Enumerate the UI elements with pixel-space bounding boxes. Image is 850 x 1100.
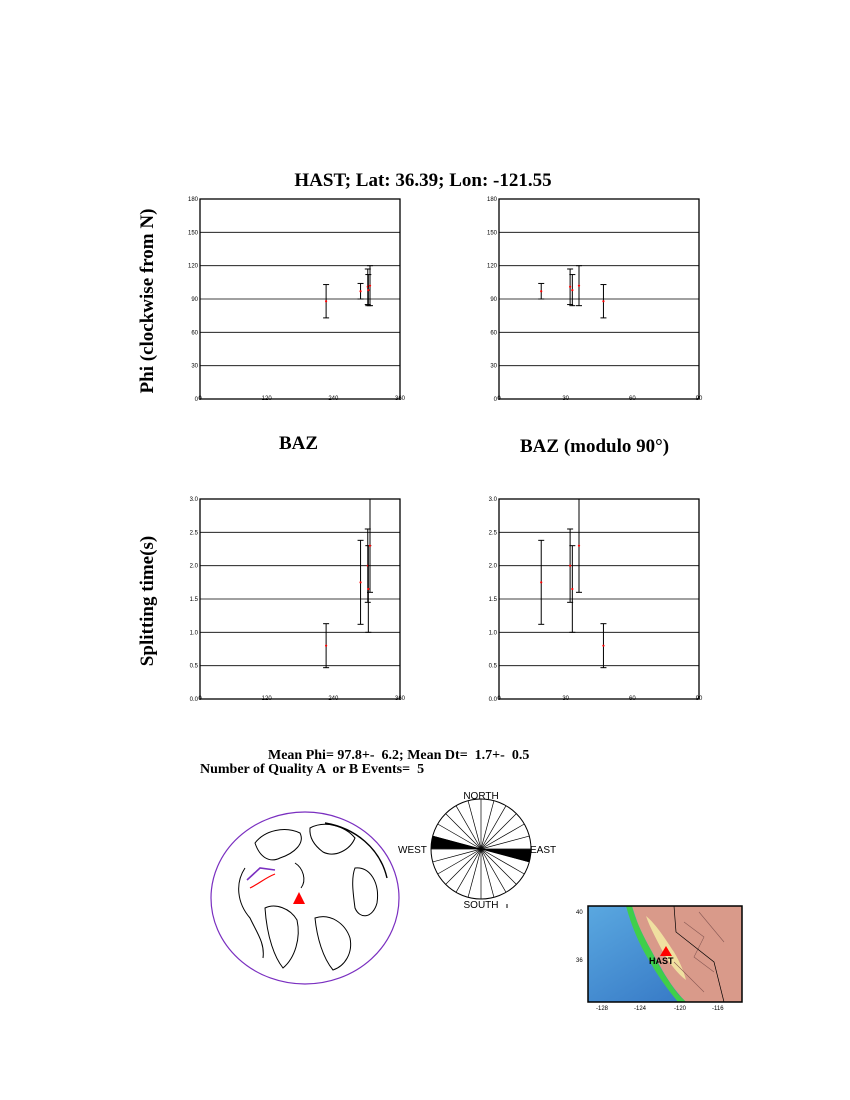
- chart-phi-vs-baz: [188, 197, 406, 403]
- data-point: [600, 285, 606, 318]
- y-tick-label: 150: [187, 230, 198, 237]
- y-tick-label: 0.5: [189, 663, 198, 670]
- y-tick-label: 0.0: [189, 697, 198, 703]
- y-tick-label: 2.0: [488, 563, 497, 570]
- map-lat-tick-40: 40: [576, 910, 583, 916]
- data-point: [600, 624, 606, 668]
- y-tick-label: 1.0: [189, 630, 198, 637]
- rose-east-label: EAST: [530, 845, 557, 856]
- map-lon-tick-120: -120: [674, 1006, 687, 1012]
- x-tick-label: 60: [628, 396, 636, 402]
- rose-spoke: [481, 836, 529, 849]
- baz-mod-axis-label: BAZ (modulo 90°): [520, 436, 670, 457]
- y-tick-label: 60: [191, 330, 198, 337]
- data-point-marker: [369, 285, 371, 287]
- data-point-marker: [602, 645, 604, 647]
- inset-relief-map: [574, 902, 750, 1012]
- y-tick-label: 0: [194, 397, 198, 403]
- world-globe-map: [205, 808, 405, 988]
- y-tick-label: 120: [187, 263, 198, 270]
- rose-spoke: [481, 849, 494, 897]
- x-tick-label: 30: [562, 696, 570, 702]
- rose-diagram: [395, 786, 575, 916]
- rose-spoke: [433, 849, 481, 862]
- y-tick-label: 0: [493, 397, 497, 403]
- chart-dt-vs-baz-mod90: [489, 497, 703, 703]
- page-title: HAST; Lat: 36.39; Lon: -121.55: [294, 170, 552, 191]
- y-tick-label: 3.0: [189, 497, 198, 503]
- rose-spoke: [468, 801, 481, 849]
- data-point: [576, 266, 582, 306]
- x-tick-label: 120: [261, 696, 272, 702]
- data-point-marker: [367, 289, 369, 291]
- x-tick-label: 0: [198, 696, 202, 702]
- data-point-marker: [325, 645, 327, 647]
- y-tick-label: 1.5: [488, 597, 497, 603]
- data-point: [538, 540, 544, 624]
- map-station-label: HAST: [649, 956, 674, 966]
- y-tick-label: 30: [191, 363, 198, 370]
- map-lon-tick-116: -116: [712, 1006, 724, 1012]
- data-point-marker: [569, 565, 571, 567]
- rose-petal: [481, 849, 531, 862]
- y-tick-label: 180: [187, 197, 198, 203]
- rose-petal: [431, 836, 481, 849]
- y-tick-label: 1.5: [189, 597, 198, 603]
- y-tick-label: 90: [191, 297, 198, 303]
- x-tick-label: 240: [328, 696, 339, 702]
- x-tick-label: 30: [562, 396, 570, 402]
- rose-spoke: [481, 801, 494, 849]
- map-lon-tick-124: -124: [634, 1006, 647, 1012]
- chart-dt-vs-baz: [190, 497, 406, 703]
- data-point-marker: [359, 290, 361, 292]
- x-tick-label: 90: [695, 696, 703, 702]
- y-tick-label: 30: [490, 363, 497, 370]
- rose-spoke: [468, 849, 481, 897]
- x-tick-label: 240: [328, 396, 339, 402]
- y-tick-label: 0.5: [488, 663, 497, 670]
- x-tick-label: 0: [198, 396, 202, 402]
- splitting-time-axis-label: Splitting time(s): [137, 535, 158, 667]
- y-tick-label: 0.0: [488, 697, 497, 703]
- rose-south-label: SOUTH: [463, 900, 499, 911]
- chart-phi-vs-baz-mod90: [487, 197, 703, 403]
- data-point: [323, 624, 329, 668]
- data-point-marker: [367, 588, 369, 590]
- y-tick-label: 1.0: [488, 630, 497, 637]
- data-point: [358, 540, 364, 624]
- data-point: [358, 283, 364, 299]
- data-point-marker: [369, 545, 371, 547]
- map-lon-tick-128: -128: [596, 1006, 609, 1012]
- x-tick-label: 0: [497, 396, 501, 402]
- data-point: [576, 499, 582, 592]
- y-tick-label: 180: [486, 197, 497, 203]
- x-tick-label: 90: [695, 396, 703, 402]
- x-tick-label: 360: [394, 396, 406, 402]
- y-tick-label: 2.0: [189, 563, 198, 570]
- data-point: [323, 285, 329, 318]
- rose-west-label: WEST: [398, 845, 427, 856]
- y-tick-label: 3.0: [488, 497, 497, 503]
- data-point-marker: [578, 545, 580, 547]
- summary-mean-line: Mean Phi= 97.8+- 6.2; Mean Dt= 1.7+- 0.5: [268, 748, 530, 763]
- y-tick-label: 2.5: [488, 530, 497, 537]
- x-tick-label: 360: [394, 696, 406, 702]
- data-point-marker: [540, 290, 542, 292]
- y-tick-label: 120: [486, 263, 497, 270]
- y-tick-label: 60: [490, 330, 497, 337]
- baz-axis-label: BAZ: [279, 433, 319, 454]
- data-point-marker: [359, 581, 361, 583]
- x-tick-label: 120: [261, 396, 272, 402]
- data-point-marker: [325, 300, 327, 302]
- data-point-marker: [602, 300, 604, 302]
- summary-count-line: Number of Quality A or B Events= 5: [200, 762, 425, 777]
- station-marker-icon: [293, 892, 305, 904]
- x-tick-label: 0: [497, 696, 501, 702]
- rose-north-label: NORTH: [463, 791, 499, 802]
- data-point-marker: [540, 581, 542, 583]
- data-point-marker: [571, 289, 573, 291]
- y-tick-label: 150: [486, 230, 497, 237]
- data-point-marker: [571, 588, 573, 590]
- y-tick-label: 2.5: [189, 530, 198, 537]
- x-tick-label: 60: [628, 696, 636, 702]
- y-tick-label: 90: [490, 297, 497, 303]
- data-point-marker: [578, 285, 580, 287]
- map-lat-tick-36: 36: [576, 958, 583, 964]
- data-point: [538, 283, 544, 299]
- phi-axis-label: Phi (clockwise from N): [137, 208, 158, 394]
- data-point-marker: [569, 286, 571, 288]
